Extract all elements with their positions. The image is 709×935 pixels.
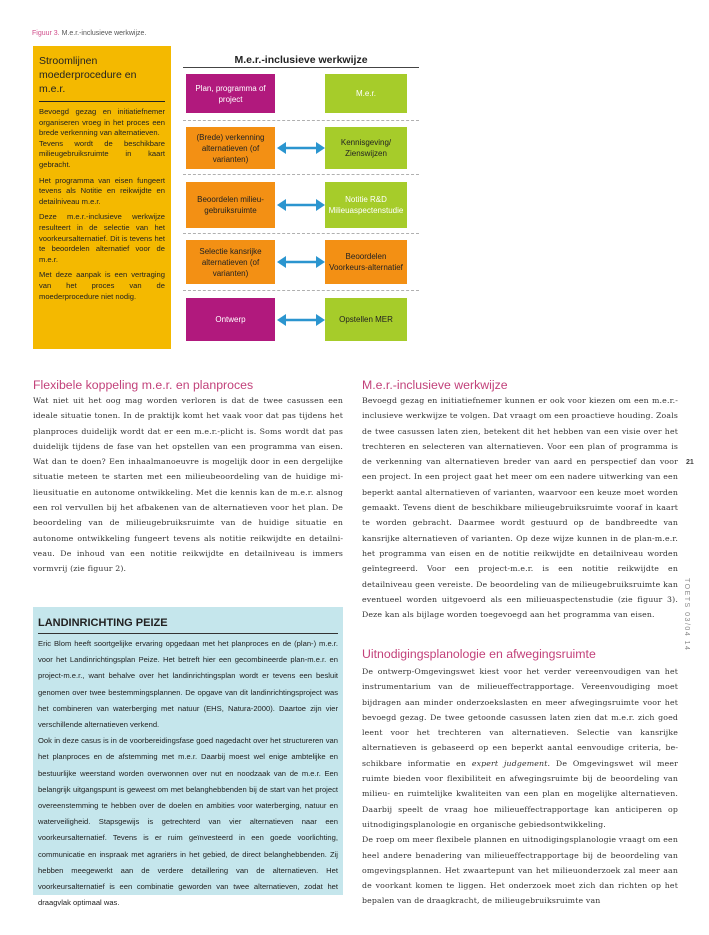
diagram-divider [183, 290, 419, 291]
diagram-box-kennisgeving: Kennisgeving/ Zienswijzen [325, 127, 407, 169]
diagram-box-voorkeursalternatief: Beoordelen Voorkeurs-alternatief [325, 240, 407, 284]
diagram-divider [183, 233, 419, 234]
heading-uitnodigingsplanologie: Uitnodigingsplanologie en afwegingsruimte [362, 647, 596, 661]
body-uitnodigingsplanologie-a: De ontwerp-Omgevingswet kiest voor het verder vereenvoudigen van het instrumentarium van de milieueffectrapportage. Vereenvoudiging moet bijdragen aan minder onderzoekslasten en meer afwegingsruimte voor het bevoegd gezag. De twee getoonde casussen laten zien dat m.e.r. zich goed leent voor het trechteren van alternatieven. Selectie van kansrijke alternatieven is gebaseerd op een beperkt aantal eenvoudige criteria, beschikbare informatie en [362, 667, 678, 768]
body-uitnodigingsplanologie-2: De roep om meer flexibele plannen en uitnodigingsplanologie vraagt om een heel andere benadering van milieueffectrapportage bij de beoordeling van omgevingsplannen. Het zwaartepunt van het milieuonderzoek zal meer aan de voorkant komen te liggen. Het onderzoek moet zich dan richten op het bepalen van de draagkracht, de milieugebruiksruimte van [362, 835, 678, 906]
body-flexibele-koppeling: Wat niet uit het oog mag worden verloren is dat de twee casussen een ideale situatie tonen. In de praktijk komt het vaak voor dat pas tijdens het planproces duidelijk wordt dat er een m.e.r.-plicht is. Soms wordt dat pas duidelijk tijdens de fase van het opstellen van een programma van eisen. Wat dan te doen? Een inhaalmanoeuvre is mogelijk door in een dergelijke situatie meteen te starten met een milieubeoordeling van de huidige milieusituatie en autonome ontwikkeling. Met die kennis kan de m.e.r. alsnog een rol vervullen bij het afbakenen van de alternatieven voor het plan. De beoordeling van de milieugebruiksruimte van de huidige situatie en autonome ontwikkeling fungeert tevens als notitie reikwijdte en detailniveau. De inhoud van een notitie reikwijdte en detailniveau is immers vormvrij (zie figuur 2). [33, 396, 343, 574]
infobox-landinrichting-peize [33, 607, 343, 908]
body-uitnodigingsplanologie-em: expert judgement [471, 758, 548, 768]
figure-sidebar [33, 46, 171, 349]
heading-mer-inclusieve: M.e.r.-inclusieve werkwijze [362, 378, 508, 392]
sidebar-divider [39, 101, 165, 102]
diagram-box-mer: M.e.r. [325, 74, 407, 113]
figure-caption-text: M.e.r.-inclusieve werkwijze. [61, 30, 147, 37]
running-footer: TOETS 03/04 14 [683, 578, 690, 652]
diagram-divider [183, 120, 419, 121]
diagram-divider [183, 174, 419, 175]
diagram-title-rule [183, 67, 419, 68]
sidebar-paragraph: Met deze aanpak is een vertraging van het proces van de moederprocedure niet nodig. [39, 270, 165, 301]
infobox-paragraph: Eric Blom heeft soortgelijke ervaring opgedaan met het planproces en de (plan-) m.e.r. voor het Landinrichtingsplan Peize. Het betreft hier een gecombineerde plan-m.e.r. en project-m.e.r., want behalve over het landinrichtingsplan wordt er tevens een besluit genomen over twee bestemmingsplannen. De opgave van dit landinrichtingsproject was het combineren van waterberging met natuur (EHS, Natura-2000). Daartoe zijn vier verschillende alternatieven verkend. [38, 639, 338, 730]
diagram-box-ontwerp: Ontwerp [186, 298, 275, 341]
body-uitnodigingsplanologie [362, 664, 678, 909]
body-uitnodigingsplanologie-b: . De Omgevingswet wil meer ruimte bieden voor flexibiliteit en afwegingsruimte bij de beoordeling van milieu- en ruimtelijke kwaliteiten van een plan en mogelijke alternatieven. Daarbij speelt de vraag hoe milieueffectrapportage kan anticiperen op uitnodigingsplanologie en organische gebiedsontwikkeling. [362, 758, 678, 829]
page-number: 21 [686, 459, 694, 466]
diagram-box-milieugebruiksruimte: Beoordelen milieugebruiksruimte [186, 182, 275, 228]
sidebar-paragraph: Bevoegd gezag en initiatiefnemer organiseren vroeg in het proces een brede verkenning van alternatieven. [39, 107, 165, 138]
diagram-box-opstellen-mer: Opstellen MER [325, 298, 407, 341]
diagram-box-notitie: Notitie R&D Milieuaspectenstudie [325, 182, 407, 228]
sidebar-paragraph: Het programma van eisen fungeert tevens als Notitie en reikwijdte en detailniveau m.e.r. [39, 175, 165, 206]
infobox-title: LANDINRICHTING PEIZE [38, 617, 168, 629]
figure-caption-label: Figuur 3. [32, 30, 60, 37]
body-mer-inclusieve: Bevoegd gezag en initiatiefnemer kunnen er ook voor kiezen om een m.e.r.-inclusieve werkwijze te volgen. Dat vraagt om een proactieve houding. Zoals de twee casussen laten zien, betekent dit het hebben van een visie over het trechteren en selecteren van alternatieven. Voor een plan of programma is de verkenning van alternatieven breder van aard en perspectief dan voor een project. In een project gaat het meer om een nadere uitwerking van een beperkt aantal alternatieven of varianten, waarvoor een keuze moet worden gemaakt. Tevens dient de beschikbare milieugebruiksruimte vooraf in kaart te worden gebracht. Daarmee wordt gestuurd op de bandbreedte van kansrijke alternatieven of varianten. Op deze wijze kunnen in de plan-m.e.r. het programma van eisen en de notitie reikwijdte en detailniveau worden geïntegreerd. Voor een project-m.e.r. is een notitie reikwijdte en detailniveau geen vereiste. De beoordeling van de milieugebruiksruimte kan eventueel worden uitgevoerd als een milieuaspectenstudie (zie figuur 3). Deze kan als bijlage worden toegevoegd aan het programma van eisen. [362, 396, 678, 620]
double-arrow-icon [277, 255, 325, 269]
figure-caption [32, 30, 146, 37]
sidebar-paragraph: Deze m.e.r.-inclusieve werkwijze resulteert in de selectie van het voorkeursalternatief. Dit is tevens het te beoordelen alternatief voor de m.e.r. [39, 212, 165, 264]
infobox-divider [38, 633, 338, 634]
diagram-box-selectie: Selectie kansrijke alternatieven (of varianten) [186, 240, 275, 284]
double-arrow-icon [277, 141, 325, 155]
diagram-title: M.e.r.-inclusieve werkwijze [234, 54, 368, 66]
heading-flexibele-koppeling: Flexibele koppeling m.e.r. en planproces [33, 378, 254, 392]
double-arrow-icon [277, 313, 325, 327]
diagram-box-plan: Plan, programma of project [186, 74, 275, 113]
diagram-box-verkenning: (Brede) verkenning alternatieven (of varianten) [186, 127, 275, 169]
sidebar-title: Stroomlijnen moederprocedure en m.e.r. [39, 55, 137, 95]
sidebar-paragraph: Tevens wordt de beschikbare milieugebruiksruimte in kaart gebracht. [39, 138, 165, 169]
infobox-paragraph: Ook in deze casus is in de voorbereidingsfase goed nagedacht over het structureren van het planproces en de afstemming met m.e.r. Daarbij moest wel enige ambtelijke en bestuurlijke weerstand worden overwonnen over nut en noodzaak van de m.e.r. Een belangrijk uitgangspunt is geweest om met belanghebbenden bij de start van het project overeenstemming te hebben over de doelen en ambities voor waterberging, natuur en waterveiligheid. Stapsgewijs is getrechterd van vier alternatieven naar een voorkeursalternatief. Tevens is er ruim geïnvesteerd in een goede voorlichting, communicatie en inspraak met agrariërs in het gebied, de direct belanghebbenden. Zij hebben meegewerkt aan de verdere detaillering van de alternatieven. Het voorkeursalternatief is een combinatie geworden van twee alternatieven, zodat het draagvlak optimaal was. [38, 736, 338, 908]
double-arrow-icon [277, 198, 325, 212]
